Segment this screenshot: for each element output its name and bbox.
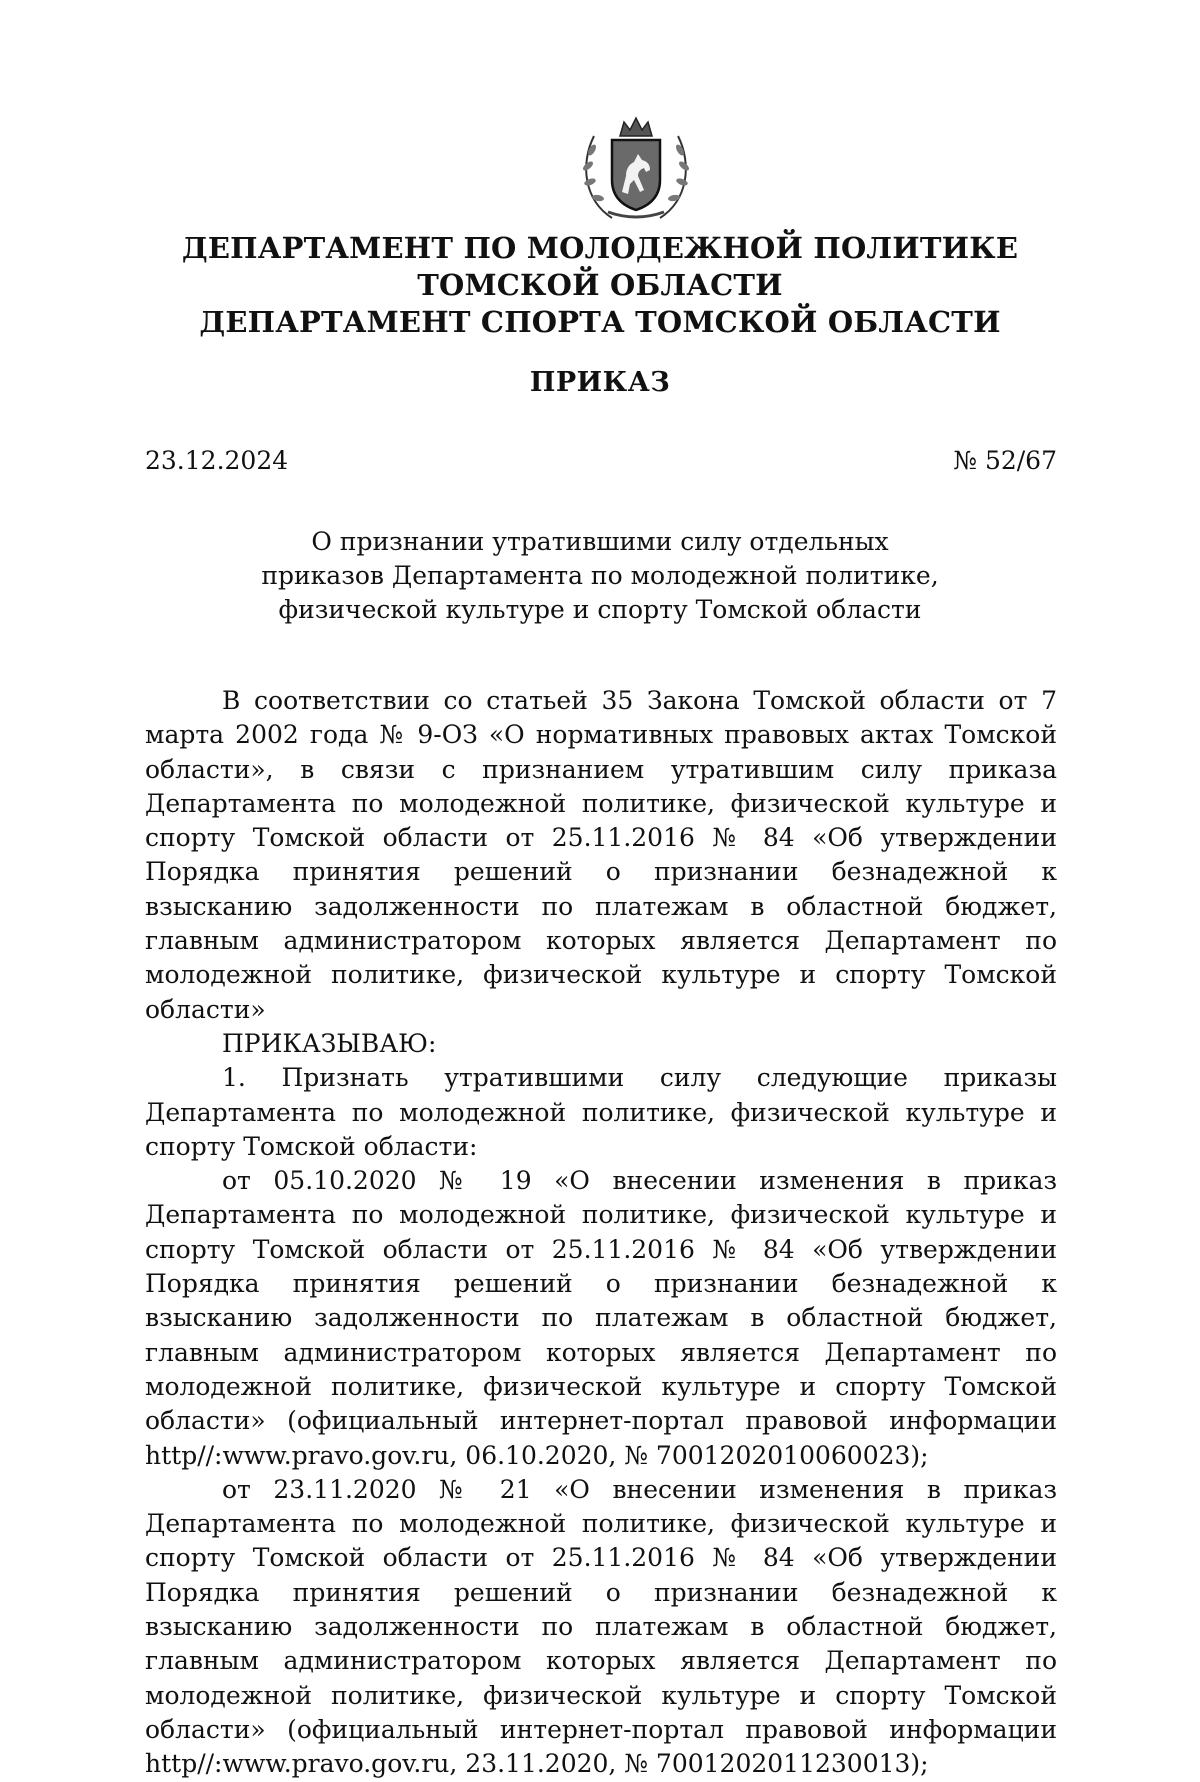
item-1b-paragraph: от 23.11.2020 № 21 «О внесении изменения в приказ Департамента по молодежной политике, физической культуре и спорту Томской области от 25.11.2016 № 84 «Об утверждении Порядка принятия решений о признании безнадежной к взысканию задолженности по платежам в областной бюджет, главным администратором которых является Департамент по молодежной политике, физической культуре и спорту Томской области» (официальный интернет-портал правовой информации http//:www.pravo.gov.ru, 23.11.2020, № 7001202011230013); — [145, 1474, 1057, 1779]
department-name-line-3: ДЕПАРТАМЕНТ СПОРТА ТОМСКОЙ ОБЛАСТИ — [199, 305, 1001, 339]
document-type: ПРИКАЗ — [529, 367, 671, 398]
subject-line-2: приказов Департамента по молодежной политике, — [261, 561, 939, 590]
department-name-line-2: ТОМСКОЙ ОБЛАСТИ — [417, 268, 783, 302]
subject-line-1: О признании утратившими силу отдельных — [311, 527, 889, 556]
department-name-line-1: ДЕПАРТАМЕНТ ПО МОЛОДЕЖНОЙ ПОЛИТИКЕ — [181, 231, 1019, 265]
subject-line-3: физической культуре и спорту Томской области — [278, 595, 922, 624]
item-1a-paragraph: от 05.10.2020 № 19 «О внесении изменения в приказ Департамента по молодежной политике, физической культуре и спорту Томской области от 25.11.2016 № 84 «Об утверждении Порядка принятия решений о признании безнадежной к взысканию задолженности по платежам в областной бюджет, главным администратором которых является Департамент по молодежной политике, физической культуре и спорту Томской области» (официальный интернет-портал правовой информации http//:www.pravo.gov.ru, 06.10.2020, № 7001202010060023); — [145, 1166, 1057, 1470]
order-number: № 52/67 — [953, 446, 1057, 475]
order-body — [145, 684, 1057, 1782]
order-date: 23.12.2024 — [145, 446, 289, 475]
order-word: ПРИКАЗЫВАЮ: — [222, 1028, 437, 1058]
order-subject — [250, 525, 950, 627]
department-names — [140, 230, 1060, 341]
item-1-paragraph: 1. Признать утратившими силу следующие приказы Департамента по молодежной политике, физической культуре и спорту Томской области: — [145, 1063, 1057, 1161]
preamble-paragraph: В соответствии со статьей 35 Закона Томской области от 7 марта 2002 года № 9-ОЗ «О нормативных правовых актах Томской области», в связи с признанием утратившим силу приказа Департамента по молодежной политике, физической культуре и спорту Томской области от 25.11.2016 № 84 «Об утверждении Порядка принятия решений о признании безнадежной к взысканию задолженности по платежам в областной бюджет, главным администратором которых является Департамент по молодежной политике, физической культуре и спорту Томской области» — [145, 686, 1057, 1024]
coat-of-arms-icon — [572, 114, 700, 222]
